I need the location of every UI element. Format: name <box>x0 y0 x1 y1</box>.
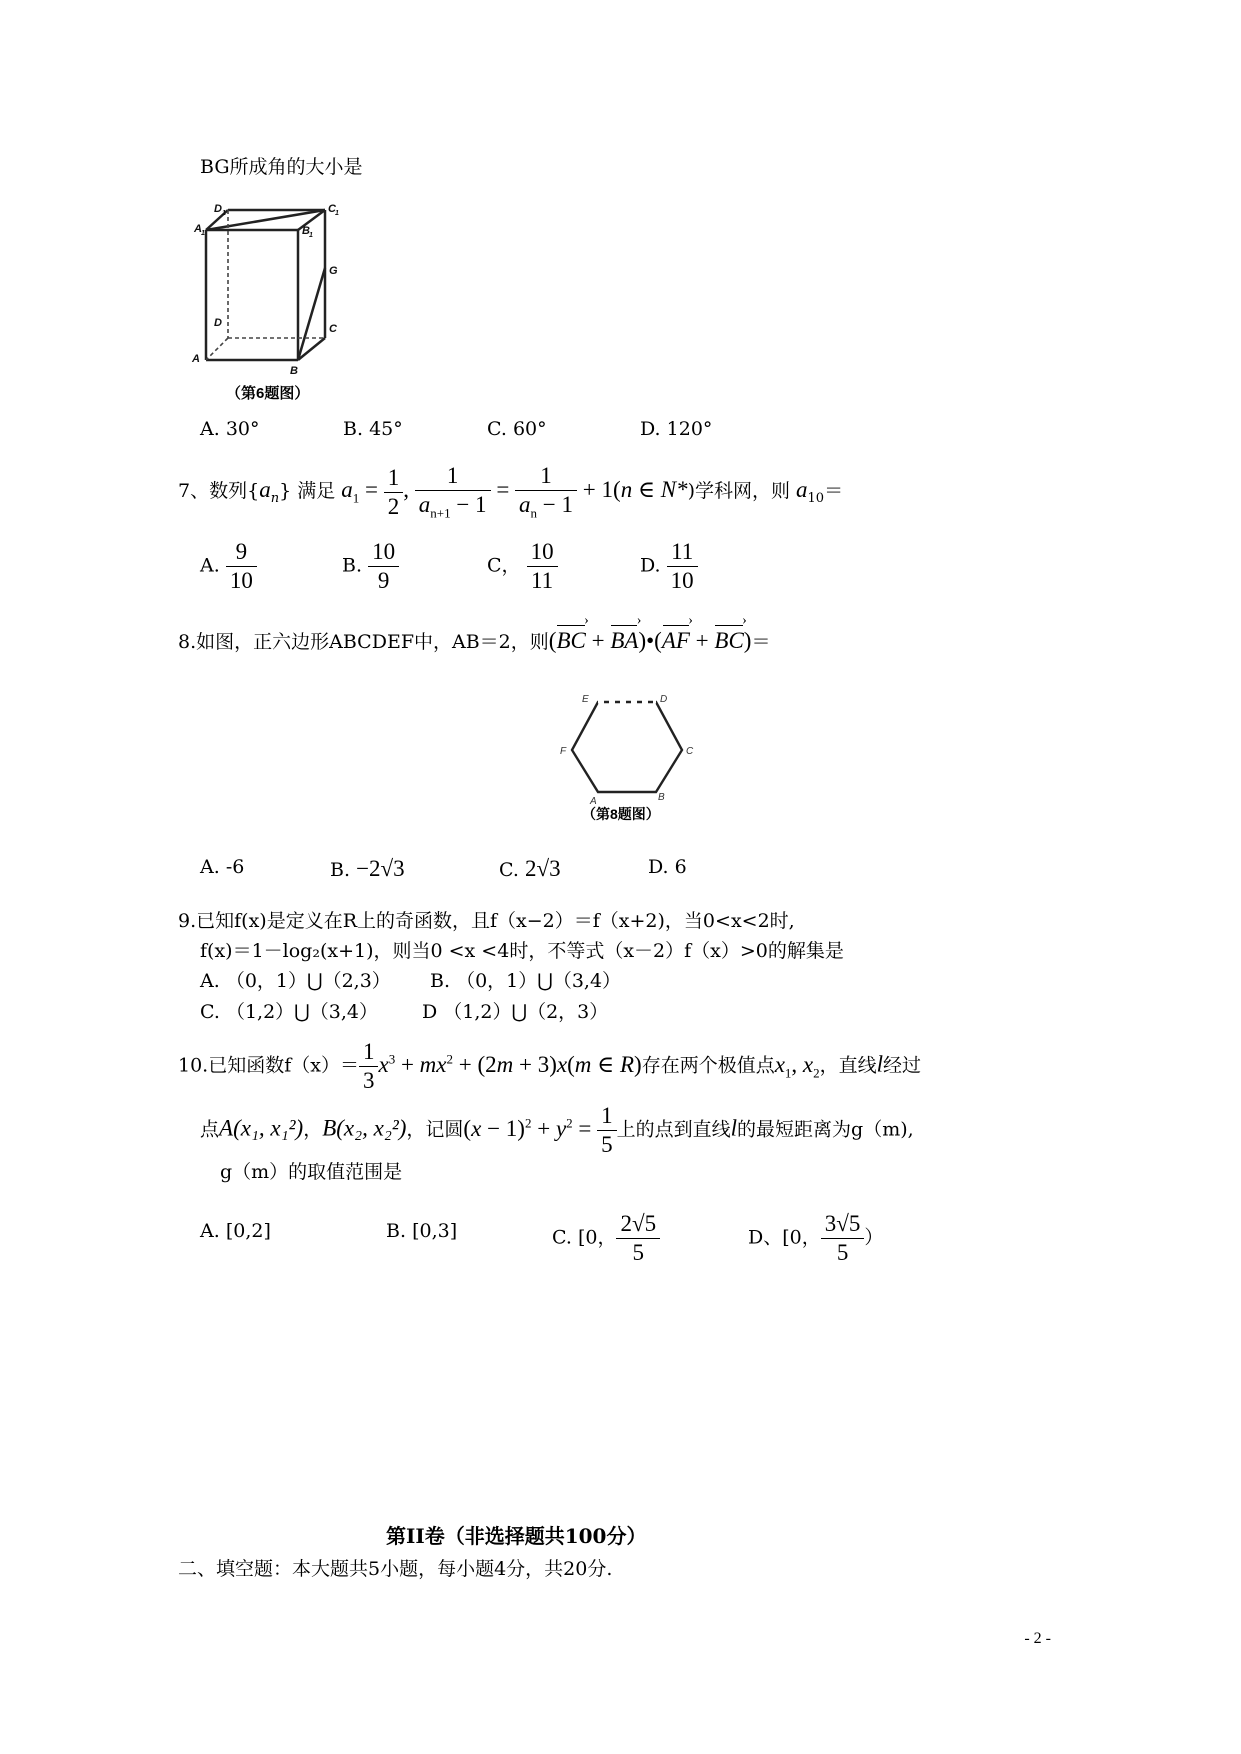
q7-option-d[interactable]: D. $\frac{11}{10}$ <box>640 540 698 593</box>
q7-stem: 7、数列$\{a_n\}$ 满足 $a_1$ = $\frac{1}{2}$ , $\frac{1}{a_{n+1} - 1}$ = $\frac{1}{a_n - 1}$ + 1(n ∈ N*)学科网，则 $a_{10}=$ <box>178 463 844 521</box>
q7-option-c[interactable]: C， $\frac{10}{11}$ <box>487 540 558 593</box>
svg-text:A: A <box>590 796 597 807</box>
q9-option-d[interactable]: D （1,2）⋃（2，3） <box>422 1001 609 1023</box>
q9-option-c[interactable]: C. （1,2）⋃（3,4） <box>200 1001 378 1023</box>
svg-text:E: E <box>582 694 589 705</box>
svg-text:D: D <box>660 694 668 705</box>
q8-option-d[interactable]: D. 6 <box>648 856 687 878</box>
q8-stem: 8.如图，正六边形ABCDEF中，AB＝2，则(BC › + BA ›)•(AF › + BC ›)＝ <box>178 627 770 654</box>
label-c1: C <box>328 203 336 215</box>
q8-figure-caption: （第8题图） <box>582 806 660 822</box>
q10-line-3: g（m）的取值范围是 <box>220 1161 403 1183</box>
q8-option-a[interactable]: A. -6 <box>200 856 245 878</box>
svg-text:F: F <box>560 746 567 757</box>
q10-option-c[interactable]: C. [0， $\frac{2√5}{5}$ <box>552 1212 660 1265</box>
label-g: G <box>329 265 338 277</box>
svg-text:1: 1 <box>201 230 205 237</box>
q6-option-b[interactable]: B. 45° <box>343 418 403 440</box>
section-title: 第II卷（非选择题共100分） <box>386 1524 647 1548</box>
q6-option-d[interactable]: D. 120° <box>640 418 713 440</box>
section-subtitle: 二、填空题：本大题共5小题，每小题4分，共20分. <box>178 1558 613 1580</box>
q6-option-c[interactable]: C. 60° <box>487 418 547 440</box>
svg-text:1: 1 <box>309 232 313 239</box>
q6-stem-tail: BG所成角的大小是 <box>200 156 363 178</box>
label-a1: A <box>194 223 202 235</box>
q10-option-d[interactable]: D、[0， $\frac{3√5}{5}$ ） <box>748 1211 884 1266</box>
q7-option-b[interactable]: B. $\frac{10}{9}$ <box>342 540 399 593</box>
q8-hexagon-figure <box>558 692 698 810</box>
label-d: D <box>214 317 222 329</box>
svg-text:B: B <box>658 792 665 803</box>
label-a: A <box>192 353 200 365</box>
label-b: B <box>290 365 298 377</box>
q6-prism-figure <box>192 198 350 398</box>
q10-line-1: 10.已知函数f（x）＝ $\frac{1}{3}$ $x^3 + mx^2 + (2m + 3)x(m$ ∈ R)存在两个极值点$x_1$, $x_2$，直线l经过 <box>178 1039 922 1094</box>
q9-line-2: f(x)＝1－log₂(x+1)，则当0 <x <4时，不等式（x－2）f（x）>0的解集是 <box>200 940 844 962</box>
q10-option-a[interactable]: A. [0,2] <box>200 1220 271 1242</box>
svg-text:1: 1 <box>335 210 339 217</box>
q6-figure-caption: （第6题图） <box>226 385 310 402</box>
svg-text:C: C <box>686 746 694 757</box>
q8-option-c[interactable]: C. 2√3 <box>499 856 561 881</box>
q6-option-a[interactable]: A. 30° <box>200 418 260 440</box>
svg-text:1: 1 <box>222 210 226 217</box>
q8-option-b[interactable]: B. −2√3 <box>330 856 405 881</box>
label-d1: D <box>214 203 222 215</box>
label-c: C <box>329 323 337 335</box>
q10-option-b[interactable]: B. [0,3] <box>386 1220 458 1242</box>
label-b1: B <box>302 225 310 237</box>
q7-option-a[interactable]: A. $\frac{9}{10}$ <box>200 540 257 593</box>
q9-line-1: 9.已知f(x)是定义在R上的奇函数，且f（x−2）＝f（x+2)，当0<x<2时, <box>178 910 795 932</box>
q9-option-b[interactable]: B. （0，1）⋃（3,4） <box>430 970 622 992</box>
q10-line-2: 点A(x₁, x₁²)，B(x₂, x₂²)，记圆$(x - 1)^2 + y^2$ = $\frac{1}{5}$ 上的点到直线l的最短距离为g（m), <box>200 1103 914 1158</box>
q9-option-a[interactable]: A. （0，1）⋃（2,3） <box>200 970 391 992</box>
page-number: - 2 - <box>1024 1630 1051 1647</box>
